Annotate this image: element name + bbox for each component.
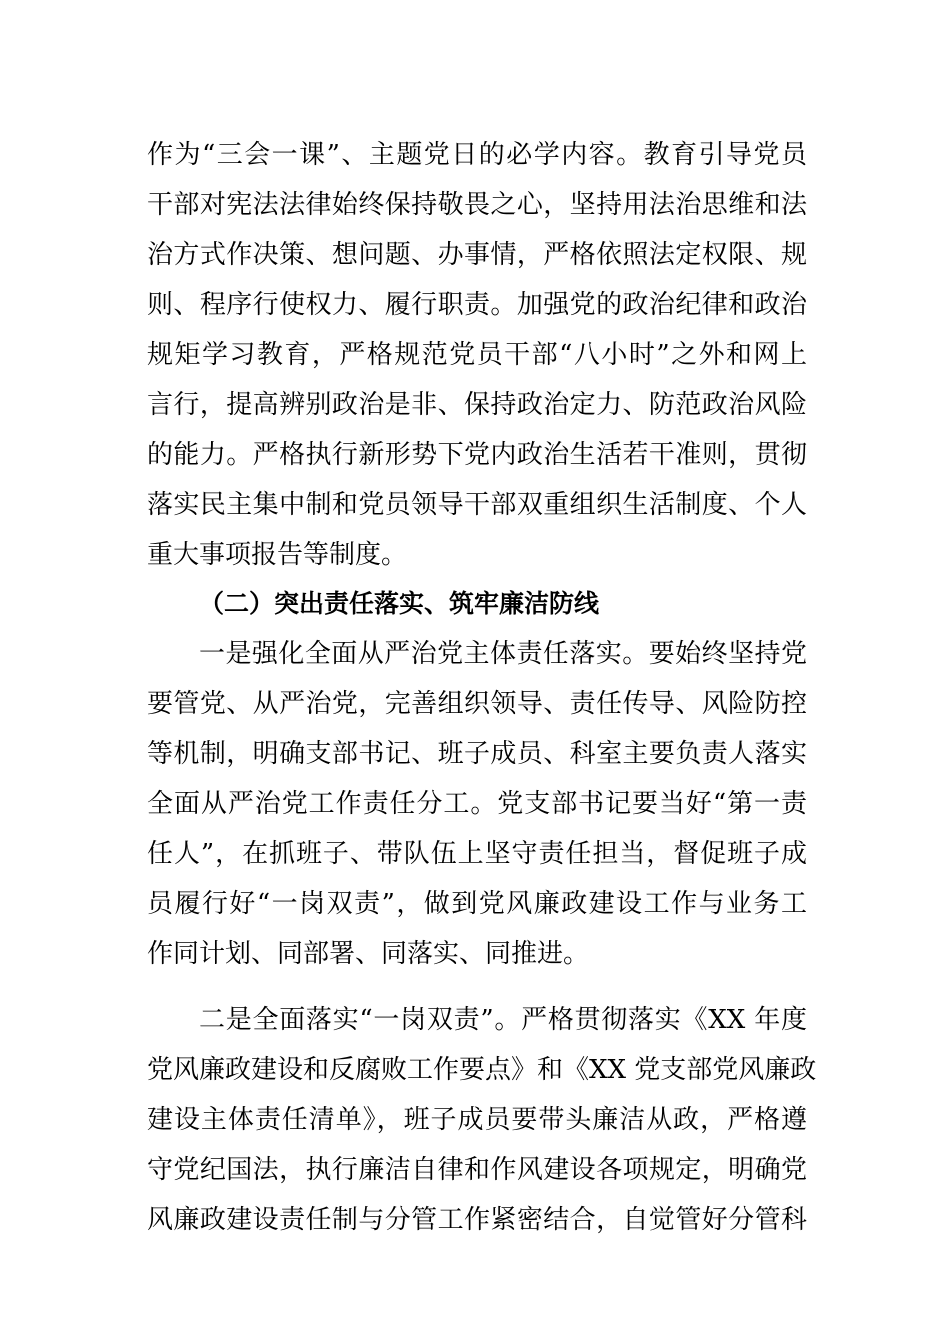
paragraph-1-line: 言行，提高辨别政治是非、保持政治定力、防范政治风险 [147, 390, 807, 420]
paragraph-1-line: 重大事项报告等制度。 [147, 540, 408, 570]
paragraph-2-line: 一是强化全面从严治党主体责任落实。要始终坚持党 [199, 639, 807, 669]
paragraph-2-line: 作同计划、同部署、同落实、同推进。 [147, 939, 590, 969]
section-heading: （二）突出责任落实、筑牢廉洁防线 [199, 589, 600, 618]
paragraph-3-line: 风廉政建设责任制与分管工作紧密结合，自觉管好分管科 [147, 1205, 807, 1235]
paragraph-2-line: 要管党、从严治党，完善组织领导、责任传导、风险防控 [147, 689, 807, 719]
paragraph-2-line: 等机制，明确支部书记、班子成员、科室主要负责人落实 [147, 739, 807, 769]
paragraph-3-line: 建设主体责任清单》，班子成员要带头廉洁从政，严格遵 [147, 1105, 807, 1135]
paragraph-1-line: 干部对宪法法律始终保持敬畏之心，坚持用法治思维和法 [147, 190, 807, 220]
paragraph-1-line: 治方式作决策、想问题、办事情，严格依照法定权限、规 [147, 240, 807, 270]
paragraph-2-line: 任人”，在抓班子、带队伍上坚守责任担当，督促班子成 [147, 839, 807, 869]
paragraph-1-line: 规矩学习教育，严格规范党员干部“八小时”之外和网上 [147, 340, 807, 370]
paragraph-1-line: 的能力。严格执行新形势下党内政治生活若干准则，贯彻 [147, 440, 807, 470]
paragraph-2-line: 员履行好“一岗双责”，做到党风廉政建设工作与业务工 [147, 889, 807, 919]
paragraph-1-line: 落实民主集中制和党员领导干部双重组织生活制度、个人 [147, 490, 807, 520]
paragraph-3-line: 党风廉政建设和反腐败工作要点》和《XX 党支部党风廉政 [147, 1055, 817, 1085]
paragraph-1-line: 则、程序行使权力、履行职责。加强党的政治纪律和政治 [147, 290, 807, 320]
paragraph-3-line: 二是全面落实“一岗双责”。严格贯彻落实《XX 年度 [199, 1005, 807, 1035]
paragraph-1-line: 作为“三会一课”、主题党日的必学内容。教育引导党员 [147, 140, 807, 170]
paragraph-3-line: 守党纪国法，执行廉洁自律和作风建设各项规定，明确党 [147, 1155, 807, 1185]
paragraph-2-line: 全面从严治党工作责任分工。党支部书记要当好“第一责 [147, 789, 807, 819]
